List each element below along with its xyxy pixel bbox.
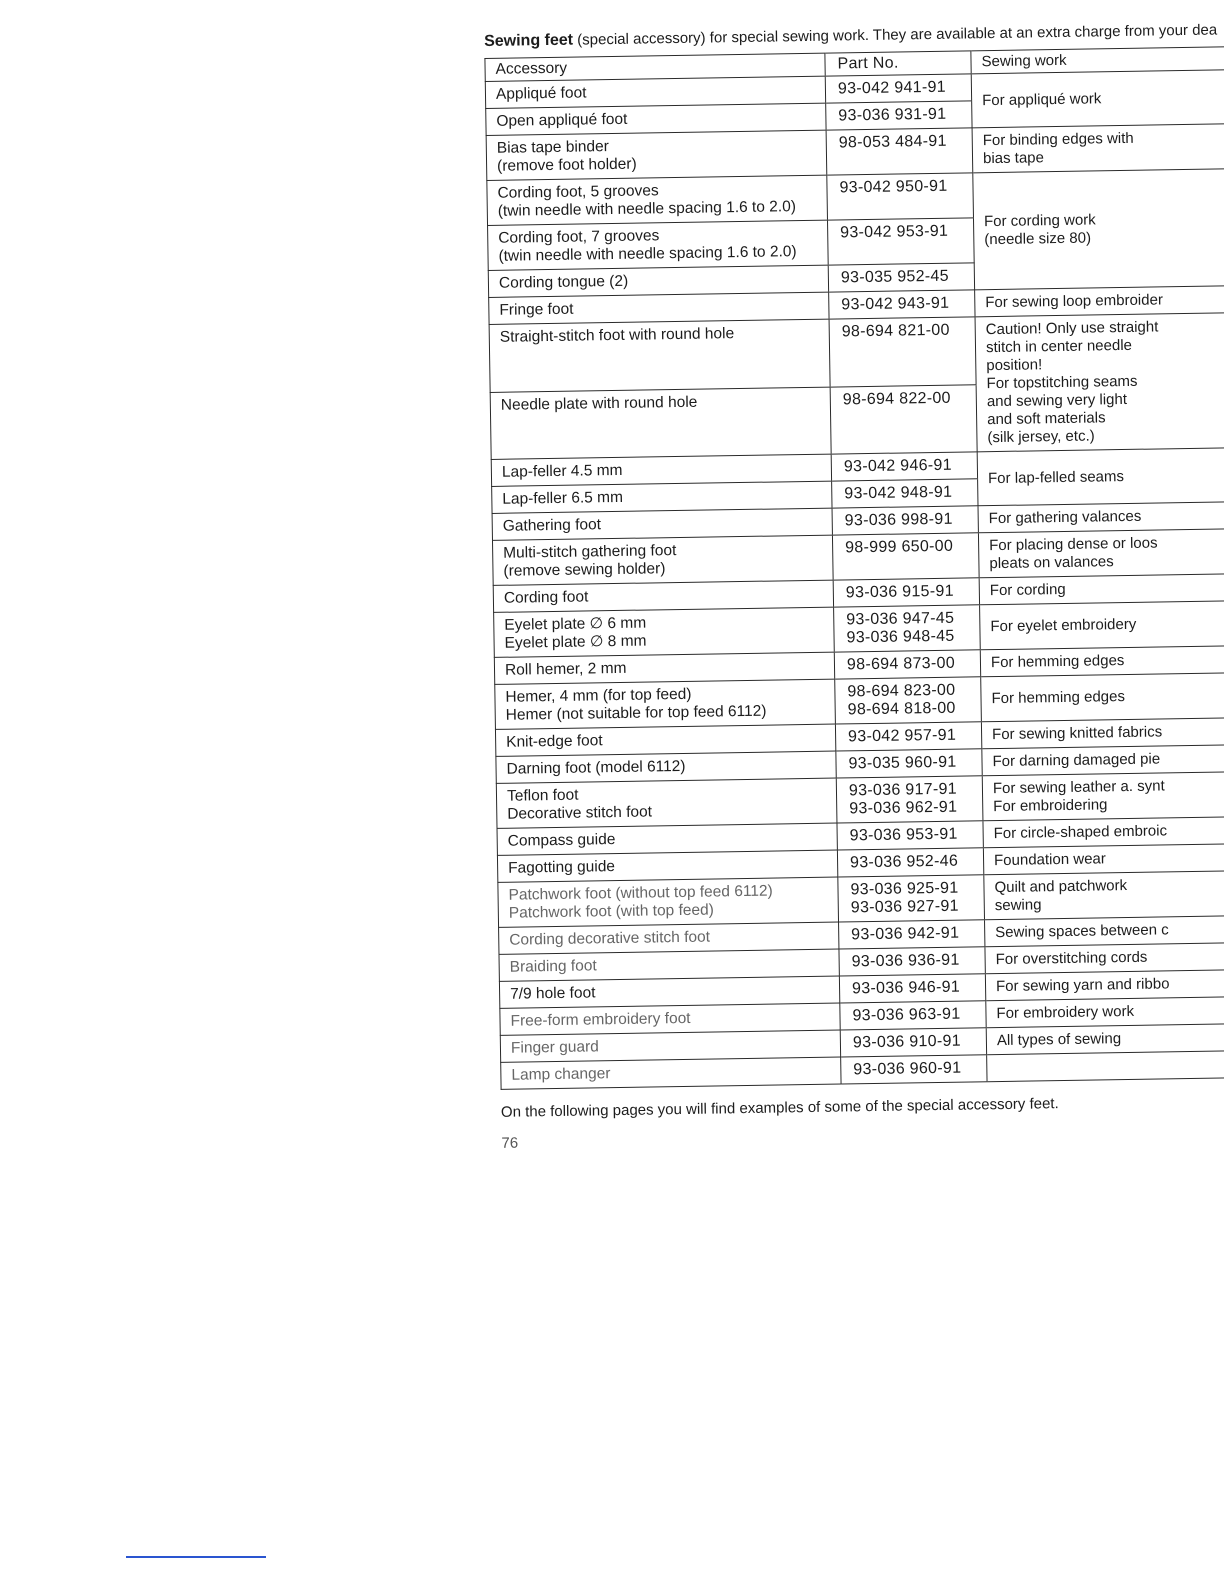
sewing-work-text: stitch in center needle <box>985 336 1133 357</box>
sewing-work-text: Sewing spaces between c <box>995 921 1169 942</box>
part-number-cell <box>826 128 973 175</box>
accessory-name: Cording foot, 7 grooves <box>498 227 660 247</box>
sewing-work-text <box>997 1064 1224 1068</box>
sewing-work-cell <box>979 573 1224 604</box>
part-number: 98-694 823-00 <box>847 681 956 701</box>
sewing-work-text: and soft materials <box>987 409 1106 429</box>
sewing-work-text: Caution! Only use straight <box>985 318 1159 339</box>
sewing-work-text: (needle size 80) <box>984 229 1092 249</box>
accessory-name: Roll hemer, 2 mm <box>504 659 627 679</box>
sewing-work-text: For hemming edges <box>991 688 1126 708</box>
part-number-cell <box>827 218 974 265</box>
accessory-cell <box>486 130 827 180</box>
sewing-work-text: For appliqué work <box>981 89 1102 109</box>
accessory-name: Darning foot (model 6112) <box>506 757 686 778</box>
sewing-work-text: (silk jersey, etc.) <box>987 427 1095 447</box>
part-number-cell <box>836 749 982 778</box>
sewing-work-cell <box>985 915 1224 946</box>
sewing-work-text: For eyelet embroidery <box>990 615 1137 636</box>
sewing-work-text: pleats on valances <box>989 553 1114 573</box>
part-number-cell <box>841 1055 987 1084</box>
part-number-cell <box>832 479 978 508</box>
heading-title: Sewing feet <box>484 31 574 50</box>
part-number: 93-036 942-91 <box>851 924 960 944</box>
part-number: 93-036 953-91 <box>849 825 958 845</box>
accessory-cell <box>490 387 831 460</box>
part-number: 93-042 941-91 <box>837 78 947 98</box>
part-number-cell <box>829 290 975 319</box>
sewing-work-cell <box>985 942 1224 973</box>
accessory-name: Compass guide <box>507 831 616 850</box>
sewing-work-text: For cording <box>989 580 1066 600</box>
part-number: 93-036 947-45 <box>846 609 955 629</box>
part-number: 93-035 960-91 <box>848 753 957 773</box>
accessory-name: Free-form embroidery foot <box>510 1009 691 1030</box>
sewing-work-text: For topstitching seams <box>986 372 1138 393</box>
part-number-cell <box>829 317 976 387</box>
accessory-name: Open appliqué foot <box>496 110 628 130</box>
sewing-work-text: For circle-shaped embroic <box>993 822 1168 843</box>
accessory-name: Patchwork foot (with top feed) <box>508 901 714 922</box>
sewing-work-text: For placing dense or loos <box>988 534 1158 555</box>
sewing-work-text: and sewing very light <box>986 390 1128 411</box>
part-number-cell <box>830 384 977 454</box>
part-number: 98-694 821-00 <box>841 321 950 341</box>
accessory-cell <box>488 220 829 270</box>
part-number: 93-036 927-91 <box>850 897 959 917</box>
sewing-work-cell <box>987 1050 1224 1081</box>
accessory-name: Multi-stitch gathering foot <box>503 542 677 562</box>
sewing-work-text: Foundation wear <box>993 850 1106 870</box>
part-number: 93-042 957-91 <box>847 726 957 746</box>
sewing-work-cell <box>981 717 1224 748</box>
accessory-cell <box>495 679 836 729</box>
accessory-name: Lamp changer <box>511 1065 611 1084</box>
accessory-name: Cording foot <box>503 588 589 607</box>
accessory-name: Hemer (not suitable for top feed 6112) <box>505 702 767 724</box>
part-number: 93-042 953-91 <box>840 222 949 242</box>
part-number: 93-036 948-45 <box>846 627 955 647</box>
sewing-work-text: For hemming edges <box>990 652 1125 672</box>
part-number-cell <box>836 776 983 823</box>
accessory-name: Gathering foot <box>502 516 602 535</box>
part-number: 93-036 925-91 <box>850 879 959 899</box>
sewing-work-cell <box>986 1023 1224 1054</box>
part-number-cell <box>838 875 985 922</box>
part-number-cell <box>831 452 977 481</box>
sewing-work-text: sewing <box>994 896 1042 915</box>
accessory-name: Lap-feller 6.5 mm <box>502 488 624 508</box>
accessory-name: Eyelet plate ∅ 6 mm <box>504 614 647 634</box>
accessory-name: Appliqué foot <box>495 84 587 103</box>
part-number: 93-042 946-91 <box>843 456 952 476</box>
part-number: 93-042 948-91 <box>844 483 953 503</box>
sewing-work-cell <box>977 448 1224 506</box>
accessory-name: Decorative stitch foot <box>507 803 653 823</box>
sewing-work-text: For lap-felled seams <box>987 467 1125 487</box>
part-number-cell <box>832 506 978 535</box>
part-number-cell <box>832 533 979 580</box>
part-number: 93-036 962-91 <box>849 798 958 818</box>
accessory-cell <box>494 607 835 657</box>
sewing-work-text: For overstitching cords <box>995 948 1148 969</box>
part-number: 98-694 873-00 <box>846 654 956 674</box>
header-part-no: Part No. <box>825 51 971 76</box>
accessory-cell <box>487 175 828 225</box>
part-number-cell <box>834 650 980 679</box>
sewing-work-cell <box>971 70 1224 128</box>
accessory-name: Cording decorative stitch foot <box>509 928 711 949</box>
sewing-work-text: For sewing loop embroider <box>985 291 1164 312</box>
sewing-work-cell <box>980 600 1224 649</box>
part-number-cell <box>837 848 983 877</box>
part-number: 93-036 952-46 <box>849 852 959 872</box>
sewing-work-text: For embroidering <box>993 796 1108 816</box>
accessory-name: Teflon foot <box>506 786 579 805</box>
accessory-cell <box>498 877 839 927</box>
header-sewing-work: Sewing work <box>971 47 1224 74</box>
manual-page <box>484 20 1224 1151</box>
sewing-work-cell <box>981 672 1224 721</box>
accessory-cell <box>496 778 837 828</box>
sewing-work-cell <box>983 843 1224 874</box>
accessory-name: Knit-edge foot <box>506 732 603 751</box>
part-number: 98-694 818-00 <box>847 699 956 719</box>
accessory-name: Straight-stitch foot with round hole <box>499 325 735 346</box>
accessory-name: Patchwork foot (without top feed 6112) <box>508 882 773 904</box>
accessory-name: (remove sewing holder) <box>503 560 666 580</box>
header-accessory: Accessory <box>485 53 825 81</box>
part-number: 93-036 960-91 <box>853 1059 962 1079</box>
sewing-work-text: For sewing leather a. synt <box>992 777 1165 798</box>
sewing-work-cell <box>973 169 1224 290</box>
footer-note: On the following pages you will find examples of some of the special accessory feet. <box>500 1095 1059 1121</box>
sewing-work-cell <box>972 124 1224 173</box>
sewing-work-cell <box>978 501 1224 532</box>
part-number: 93-042 943-91 <box>841 294 950 314</box>
sewing-work-cell <box>985 969 1224 1000</box>
part-number-cell <box>840 1001 986 1030</box>
part-number-cell <box>835 677 982 724</box>
sewing-work-text: All types of sewing <box>996 1030 1122 1050</box>
part-number-cell <box>840 1028 986 1057</box>
accessory-cell <box>492 535 833 585</box>
accessory-name: 7/9 hole foot <box>509 984 596 1003</box>
accessory-name: Lap-feller 4.5 mm <box>501 461 623 481</box>
accessory-name: Eyelet plate ∅ 8 mm <box>504 632 647 652</box>
sewing-work-cell <box>984 870 1224 919</box>
accessory-name: Cording foot, 5 grooves <box>497 182 659 202</box>
accessory-cell <box>501 1057 841 1089</box>
part-number-cell <box>834 605 981 652</box>
part-number-cell <box>839 920 985 949</box>
part-number: 93-036 946-91 <box>851 978 961 998</box>
part-number-cell <box>827 173 974 220</box>
sewing-work-text: bias tape <box>982 149 1045 168</box>
sewing-work-text: For sewing yarn and ribbo <box>995 975 1170 996</box>
part-number: 93-036 931-91 <box>838 105 947 125</box>
accessory-name: Finger guard <box>510 1038 599 1057</box>
accessory-cell <box>489 319 830 392</box>
sewing-work-text: For sewing knitted fabrics <box>991 723 1163 744</box>
sewing-work-cell <box>982 744 1224 775</box>
part-number: 98-999 650-00 <box>845 537 954 557</box>
sewing-work-cell <box>978 528 1224 577</box>
part-number-cell <box>837 821 983 850</box>
sewing-work-text: Quilt and patchwork <box>994 877 1128 897</box>
accessory-name: Cording tongue (2) <box>498 272 629 292</box>
part-number: 98-694 822-00 <box>842 389 951 408</box>
part-number: 93-035 952-45 <box>840 267 950 287</box>
part-number-cell <box>839 947 985 976</box>
sewing-work-cell <box>980 645 1224 676</box>
part-number: 98-053 484-91 <box>838 132 947 152</box>
table-row <box>489 313 1224 392</box>
accessory-name: Fagotting guide <box>508 858 616 877</box>
sewing-work-text: For binding edges with <box>982 129 1134 150</box>
part-number-cell <box>825 74 971 103</box>
part-number: 93-036 910-91 <box>852 1032 962 1052</box>
accessory-name: (remove foot holder) <box>496 155 637 175</box>
accessory-name: (twin needle with needle spacing 1.6 to 2.0) <box>498 243 797 265</box>
part-number: 93-042 950-91 <box>839 177 948 197</box>
sewing-work-cell <box>975 286 1224 317</box>
sewing-work-text: For embroidery work <box>996 1002 1135 1023</box>
accessory-name: Braiding foot <box>509 957 597 976</box>
sewing-work-text: For gathering valances <box>988 507 1142 528</box>
part-number: 93-036 963-91 <box>852 1005 961 1025</box>
sewing-work-cell <box>986 996 1224 1027</box>
accessory-name: (twin needle with needle spacing 1.6 to 2.0) <box>497 198 797 220</box>
sewing-work-cell <box>983 816 1224 847</box>
part-number: 93-036 915-91 <box>845 582 954 602</box>
sewing-work-text: For darning damaged pie <box>992 750 1161 771</box>
sewing-work-cell <box>982 771 1224 820</box>
part-number-cell <box>826 101 972 130</box>
accessory-table <box>484 46 1224 1090</box>
part-number: 93-036 998-91 <box>844 510 953 530</box>
sewing-work-text: For cording work <box>983 211 1096 231</box>
sewing-work-cell <box>975 313 1224 452</box>
part-number-cell <box>833 578 979 607</box>
part-number-cell <box>828 263 974 292</box>
page-number: 76 <box>501 1134 519 1152</box>
sewing-work-text: position! <box>986 356 1043 375</box>
part-number-cell <box>835 722 981 751</box>
bottom-rule <box>126 1556 266 1558</box>
accessory-name: Hemer, 4 mm (for top feed) <box>505 685 692 706</box>
accessory-name: Needle plate with round hole <box>500 393 698 414</box>
accessory-name: Bias tape binder <box>496 138 609 157</box>
part-number: 93-036 917-91 <box>848 780 958 800</box>
part-number: 93-036 936-91 <box>851 951 960 971</box>
heading-description: (special accessory) for special sewing work. They are available at an extra charge from your dea <box>577 21 1218 49</box>
accessory-name: Fringe foot <box>499 300 574 319</box>
part-number-cell <box>839 974 985 1003</box>
